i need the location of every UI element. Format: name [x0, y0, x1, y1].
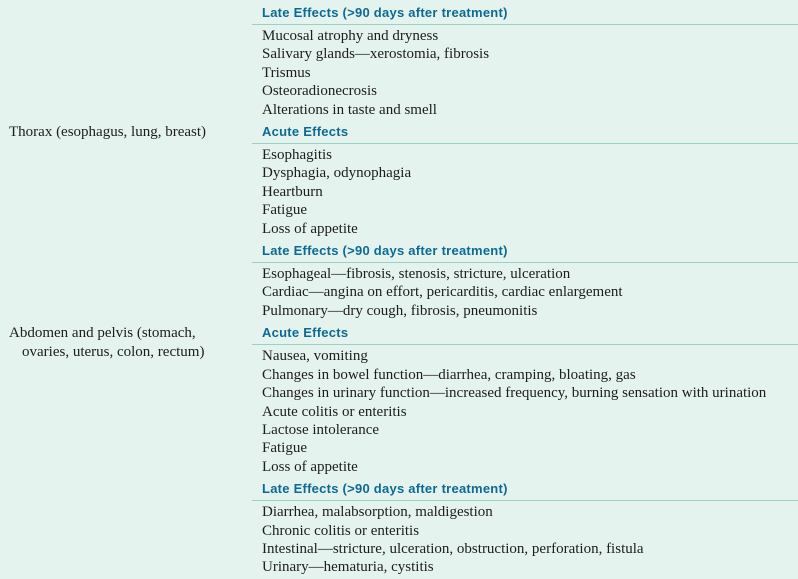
effects-header [252, 476, 798, 501]
effect-item: Salivary glands—xerostomia, fibrosis [262, 46, 490, 63]
effects-header-label: Late Effects (>90 days after treatment) [262, 4, 508, 20]
effects-list [252, 144, 798, 238]
table-section [0, 238, 798, 320]
effect-item: Changes in urinary function—increased frequency, burning sensation with urination [262, 385, 767, 402]
effect-item: Lactose intolerance [262, 421, 380, 438]
effect-item: Esophagitis [262, 147, 332, 164]
effects-header-label: Acute Effects [262, 123, 349, 139]
effect-item: Loss of appetite [262, 458, 358, 475]
effects-header-label: Late Effects (>90 days after treatment) [262, 480, 508, 496]
effects-header [252, 320, 798, 345]
effect-item: Pulmonary—dry cough, fibrosis, pneumonitis [262, 302, 538, 319]
effect-item: Changes in bowel function—diarrhea, cramping, bloating, gas [262, 366, 636, 383]
effect-item: Osteoradionecrosis [262, 83, 377, 100]
effects-header-label: Acute Effects [262, 324, 349, 340]
effects-header [252, 119, 798, 144]
body-region-line1: Thorax (esophagus, lung, breast) [9, 124, 207, 141]
effect-item: Intestinal—stricture, ulceration, obstruction, perforation, fistula [262, 540, 644, 557]
effect-item: Fatigue [262, 440, 307, 457]
table-section [0, 119, 798, 238]
effect-item: Diarrhea, malabsorption, maldigestion [262, 504, 493, 521]
effects-list [252, 25, 798, 119]
effect-item: Alterations in taste and smell [262, 101, 437, 118]
effect-item: Loss of appetite [262, 220, 358, 237]
effect-item: Dysphagia, odynophagia [262, 165, 412, 182]
effect-item: Nausea, vomiting [262, 348, 368, 365]
effects-list [252, 501, 798, 577]
effect-item: Urinary—hematuria, cystitis [262, 559, 434, 576]
effect-item: Acute colitis or enteritis [262, 403, 407, 420]
effect-item: Trismus [262, 64, 311, 81]
effects-column [252, 238, 798, 320]
effect-item: Heartburn [262, 183, 323, 200]
effect-item: Chronic colitis or enteritis [262, 522, 420, 539]
effect-item: Esophageal—fibrosis, stenosis, stricture, ulceration [262, 266, 571, 283]
effects-header-label: Late Effects (>90 days after treatment) [262, 242, 508, 258]
table-section [0, 0, 798, 119]
body-region-line2: ovaries, uterus, colon, rectum) [22, 343, 205, 360]
effects-column [252, 320, 798, 476]
effects-header [252, 238, 798, 263]
body-region-label [9, 324, 247, 361]
effects-list [252, 263, 798, 320]
effect-item: Cardiac—angina on effort, pericarditis, cardiac enlargement [262, 284, 623, 301]
effects-column [252, 119, 798, 238]
effects-list [252, 345, 798, 476]
table-section [0, 476, 798, 577]
effects-column [252, 0, 798, 119]
table-section [0, 320, 798, 476]
effects-column [252, 476, 798, 577]
effect-item: Fatigue [262, 202, 307, 219]
effects-header [252, 0, 798, 25]
body-region-label [9, 123, 247, 141]
body-region-line1: Abdomen and pelvis (stomach, [9, 325, 196, 342]
effect-item: Mucosal atrophy and dryness [262, 28, 439, 44]
